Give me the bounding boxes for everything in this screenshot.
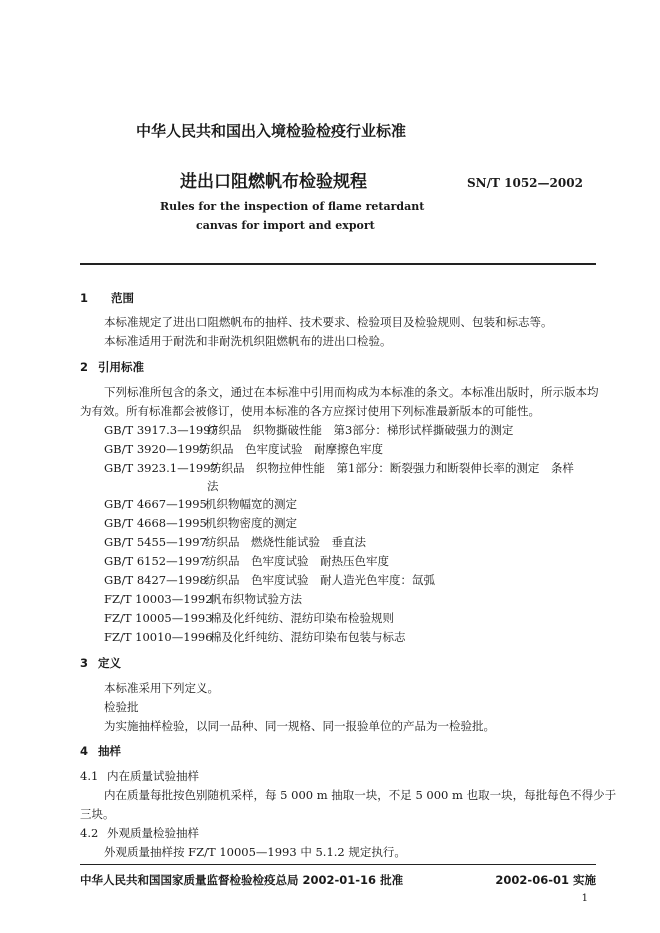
reference-title: 纺织品 色牢度试验 耐人造光色牢度：氙弧 (205, 573, 435, 587)
section-1-title: 范围 (111, 291, 134, 305)
reference-title: 纺织品 色牢度试验 耐热压色牢度 (205, 554, 389, 568)
section-3-title: 定义 (98, 656, 121, 670)
reference-code: FZ/T 10003—1992 (104, 592, 213, 606)
reference-title: 纺织品 织物撕破性能 第3部分：梯形试样撕破强力的测定 (207, 423, 514, 437)
header-rule (80, 263, 596, 265)
subsection-4-1-number: 4.1 (80, 769, 99, 783)
subsection-4-1-title: 内在质量试验抽样 (107, 769, 199, 783)
reference-title: 纺织品 燃烧性能试验 垂直法 (205, 535, 366, 549)
reference-code: GB/T 3920—1997 (104, 442, 207, 456)
term-inspection-lot: 检验批 (104, 700, 139, 714)
subsection-4-2-number: 4.2 (80, 826, 99, 840)
reference-title: 棉及化纤纯纺、混纺印染布包装与标志 (210, 630, 406, 644)
reference-code: GB/T 8427—1998 (104, 573, 207, 587)
section-4-title: 抽样 (98, 744, 121, 758)
section-2-number: 2 (80, 360, 89, 374)
reference-code: GB/T 5455—1997 (104, 535, 207, 549)
section-2-intro-line1: 下列标准所包含的条文，通过在本标准中引用而构成为本标准的条文。本标准出版时，所示版本均 (104, 385, 599, 399)
section-1-para-2: 本标准适用于耐洗和非耐洗机织阻燃帆布的进出口检验。 (104, 334, 392, 348)
english-title-line1: Rules for the inspection of flame retardant (160, 200, 425, 213)
implementation-date: 2002-06-01 实施 (495, 873, 596, 887)
reference-code: GB/T 4668—1995 (104, 516, 207, 530)
footer-rule (80, 864, 596, 865)
section-3-number: 3 (80, 656, 89, 670)
section-1-number: 1 (80, 291, 89, 305)
reference-title: 机织物幅宽的测定 (205, 497, 297, 511)
approval-statement: 中华人民共和国国家质量监督检验检疫总局 2002-01-16 批准 (80, 873, 404, 887)
document-title: 进出口阻燃帆布检验规程 (180, 172, 367, 192)
reference-code: GB/T 3917.3—1997 (104, 423, 218, 437)
section-2-intro-line2: 为有效。所有标准都会被修订，使用本标准的各方应探讨使用下列标准最新版本的可能性。 (80, 404, 540, 418)
subsection-4-1-para-line1: 内在质量每批按色别随机采样，每 5 000 m 抽取一块，不足 5 000 m 也取一块，每批每色不得少于 (104, 788, 617, 802)
english-title-line2: canvas for import and export (196, 219, 375, 232)
section-3-para: 本标准采用下列定义。 (104, 681, 219, 695)
reference-title: 纺织品 色牢度试验 耐摩擦色牢度 (199, 442, 383, 456)
reference-code: GB/T 4667—1995 (104, 497, 207, 511)
term-definition: 为实施抽样检验，以同一品种、同一规格、同一报验单位的产品为一检验批。 (104, 719, 495, 733)
reference-title-continued: 法 (207, 479, 219, 493)
issuer-title: 中华人民共和国出入境检验检疫行业标准 (136, 122, 407, 140)
section-2-title: 引用标准 (98, 360, 144, 374)
page-number: 1 (581, 893, 588, 904)
section-1-para-1: 本标准规定了进出口阻燃帆布的抽样、技术要求、检验项目及检验规则、包装和标志等。 (104, 315, 553, 329)
reference-code: FZ/T 10010—1996 (104, 630, 213, 644)
section-4-number: 4 (80, 744, 89, 758)
reference-code: GB/T 6152—1997 (104, 554, 207, 568)
reference-title: 纺织品 织物拉伸性能 第1部分：断裂强力和断裂伸长率的测定 条样 (210, 461, 574, 475)
reference-title: 帆布织物试验方法 (210, 592, 302, 606)
standard-number: SN/T 1052—2002 (467, 176, 583, 190)
subsection-4-2-title: 外观质量检验抽样 (107, 826, 199, 840)
reference-title: 棉及化纤纯纺、混纺印染布检验规则 (210, 611, 394, 625)
reference-title: 机织物密度的测定 (205, 516, 297, 530)
subsection-4-1-para-line2: 三块。 (80, 807, 115, 821)
subsection-4-2-para: 外观质量抽样按 FZ/T 10005—1993 中 5.1.2 规定执行。 (104, 845, 406, 859)
reference-code: FZ/T 10005—1993 (104, 611, 213, 625)
reference-code: GB/T 3923.1—1997 (104, 461, 218, 475)
